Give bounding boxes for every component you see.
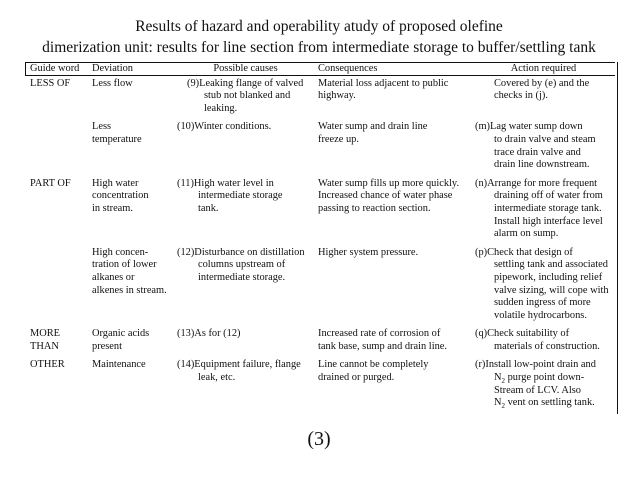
header-possible-causes: Possible causes: [213, 63, 278, 74]
cell-line: alarm on sump.: [494, 228, 559, 240]
header-consequences: Consequences: [318, 63, 378, 74]
cell-line: OTHER: [30, 359, 65, 371]
cell-line: (r)Install low-point drain and: [475, 359, 596, 371]
cell-line: tration of lower: [92, 259, 157, 271]
consequence-cell: [316, 178, 473, 247]
cell-line: trace drain valve and: [494, 146, 581, 158]
header-action-required: Action required: [510, 63, 577, 74]
action-cell: [473, 328, 614, 359]
cell-line: concentration: [92, 190, 149, 202]
cell-line: $N_2$ purge point down-: [494, 372, 585, 386]
hazop-results-table: [28, 63, 614, 410]
cell-line: Organic acids: [92, 328, 150, 340]
cell-line: volatile hydrocarbons.: [494, 309, 587, 321]
cell-line: (n)Arrange for more frequent: [475, 177, 598, 189]
cell-line: MORE: [30, 328, 61, 340]
cell-line: (14)Equipment failure, flange: [177, 359, 301, 371]
cell-line: checks in (j).: [494, 90, 548, 102]
cell-line: $N_2$ vent on settling tank.: [494, 397, 595, 411]
cell-line: LESS OF: [30, 77, 71, 89]
consequence-cell: [316, 359, 473, 409]
consequence-cell: [316, 328, 473, 359]
table-row: [28, 121, 614, 177]
cell-line: Material loss adjacent to public: [318, 77, 449, 89]
cell-line: intermediate storage tank.: [494, 202, 602, 214]
action-cell: [473, 178, 614, 247]
cell-line: columns upstream of: [198, 259, 286, 271]
document-title-line-2: dimerization unit: results for line section from intermediate storage to buffer/settling tank: [42, 39, 596, 56]
guide-word-cell: [28, 121, 90, 177]
cell-line: drain line downstream.: [494, 159, 590, 171]
table-row: [28, 328, 614, 359]
consequence-cell: [316, 76, 473, 122]
cell-line: alkenes in stream.: [92, 284, 167, 296]
table-row: [28, 247, 614, 329]
page-number: (3): [307, 428, 331, 450]
cell-line: passing to reaction section.: [318, 202, 431, 214]
cell-line: (q)Check suitability of: [475, 328, 570, 340]
cell-line: Water sump and drain line: [318, 121, 428, 133]
guide-word-cell: [28, 76, 90, 122]
table-header-row: [28, 63, 614, 76]
cell-line: drained or purged.: [318, 372, 395, 384]
cell-line: Line cannot be completely: [318, 359, 429, 371]
table-row: [28, 76, 614, 122]
cell-line: THAN: [30, 340, 59, 352]
cause-cell: [175, 178, 316, 247]
cell-line: High water: [92, 177, 139, 189]
table-right-rule: [617, 62, 618, 414]
cell-line: Less: [92, 121, 112, 133]
cell-line: leaking.: [204, 102, 238, 114]
cause-cell: [175, 76, 316, 122]
cell-line: Maintenance: [92, 359, 146, 371]
table-row: [28, 359, 614, 409]
cell-line: draining off of water from: [494, 190, 603, 202]
guide-word-cell: [28, 178, 90, 247]
cell-line: intermediate storage: [198, 190, 283, 202]
cell-line: present: [92, 340, 123, 352]
cell-line: (11)High water level in: [177, 177, 274, 189]
cell-line: (13)As for (12): [177, 328, 241, 340]
cell-line: Increased rate of corrosion of: [318, 328, 441, 340]
action-cell: [473, 121, 614, 177]
cause-cell: [175, 247, 316, 329]
action-cell: [473, 247, 614, 329]
guide-word-cell: [28, 359, 90, 409]
cell-line: Less flow: [92, 77, 133, 89]
cell-line: (12)Disturbance on distillation: [177, 246, 305, 258]
table-left-rule: [25, 62, 26, 76]
cell-line: tank.: [198, 202, 219, 214]
deviation-cell: [90, 247, 175, 329]
cell-line: highway.: [318, 90, 356, 102]
cell-line: in stream.: [92, 202, 133, 214]
cell-line: Increased chance of water phase: [318, 190, 453, 202]
cell-line: (p)Check that design of: [475, 246, 573, 258]
cell-line: freeze up.: [318, 133, 359, 145]
cell-line: leak, etc.: [198, 372, 236, 384]
cell-line: alkanes or: [92, 271, 135, 283]
cell-line: (10)Winter conditions.: [177, 121, 272, 133]
cell-line: Install high interface level: [494, 215, 603, 227]
cell-line: intermediate storage.: [198, 271, 286, 283]
hazop-table-frame: [25, 62, 615, 416]
header-guide-word: Guide word: [30, 63, 80, 74]
deviation-cell: [90, 328, 175, 359]
deviation-cell: [90, 76, 175, 122]
action-cell: [473, 359, 614, 409]
cell-line: Covered by (e) and the: [494, 77, 590, 89]
cell-line: (m)Lag water sump down: [475, 121, 583, 133]
cause-cell: [175, 359, 316, 409]
cell-line: tank base, sump and drain line.: [318, 340, 447, 352]
cell-line: pipework, including relief: [494, 271, 603, 283]
cell-line: sudden ingress of more: [494, 297, 591, 309]
consequence-cell: [316, 247, 473, 329]
deviation-cell: [90, 178, 175, 247]
cell-line: PART OF: [30, 177, 71, 189]
guide-word-cell: [28, 328, 90, 359]
action-cell: [473, 76, 614, 122]
guide-word-cell: [28, 247, 90, 329]
cell-line: Stream of LCV. Also: [494, 384, 581, 396]
cause-cell: [175, 328, 316, 359]
cell-line: to drain valve and steam: [494, 133, 596, 145]
cell-line: High concen-: [92, 246, 149, 258]
cause-cell: [175, 121, 316, 177]
table-row: [28, 178, 614, 247]
cell-line: Water sump fills up more quickly.: [318, 177, 460, 189]
cell-line: temperature: [92, 133, 142, 145]
document-title-line-1: Results of hazard and operability atudy of proposed olefine: [135, 18, 503, 35]
cell-line: (9)Leaking flange of valved: [187, 77, 304, 89]
cell-line: Higher system pressure.: [318, 246, 419, 258]
header-deviation: Deviation: [92, 63, 133, 74]
cell-line: materials of construction.: [494, 340, 600, 352]
cell-line: settling tank and associated: [494, 259, 608, 271]
cell-line: stub not blanked and: [204, 90, 291, 102]
cell-line: valve sizing, will cope with: [494, 284, 609, 296]
deviation-cell: [90, 359, 175, 409]
deviation-cell: [90, 121, 175, 177]
consequence-cell: [316, 121, 473, 177]
